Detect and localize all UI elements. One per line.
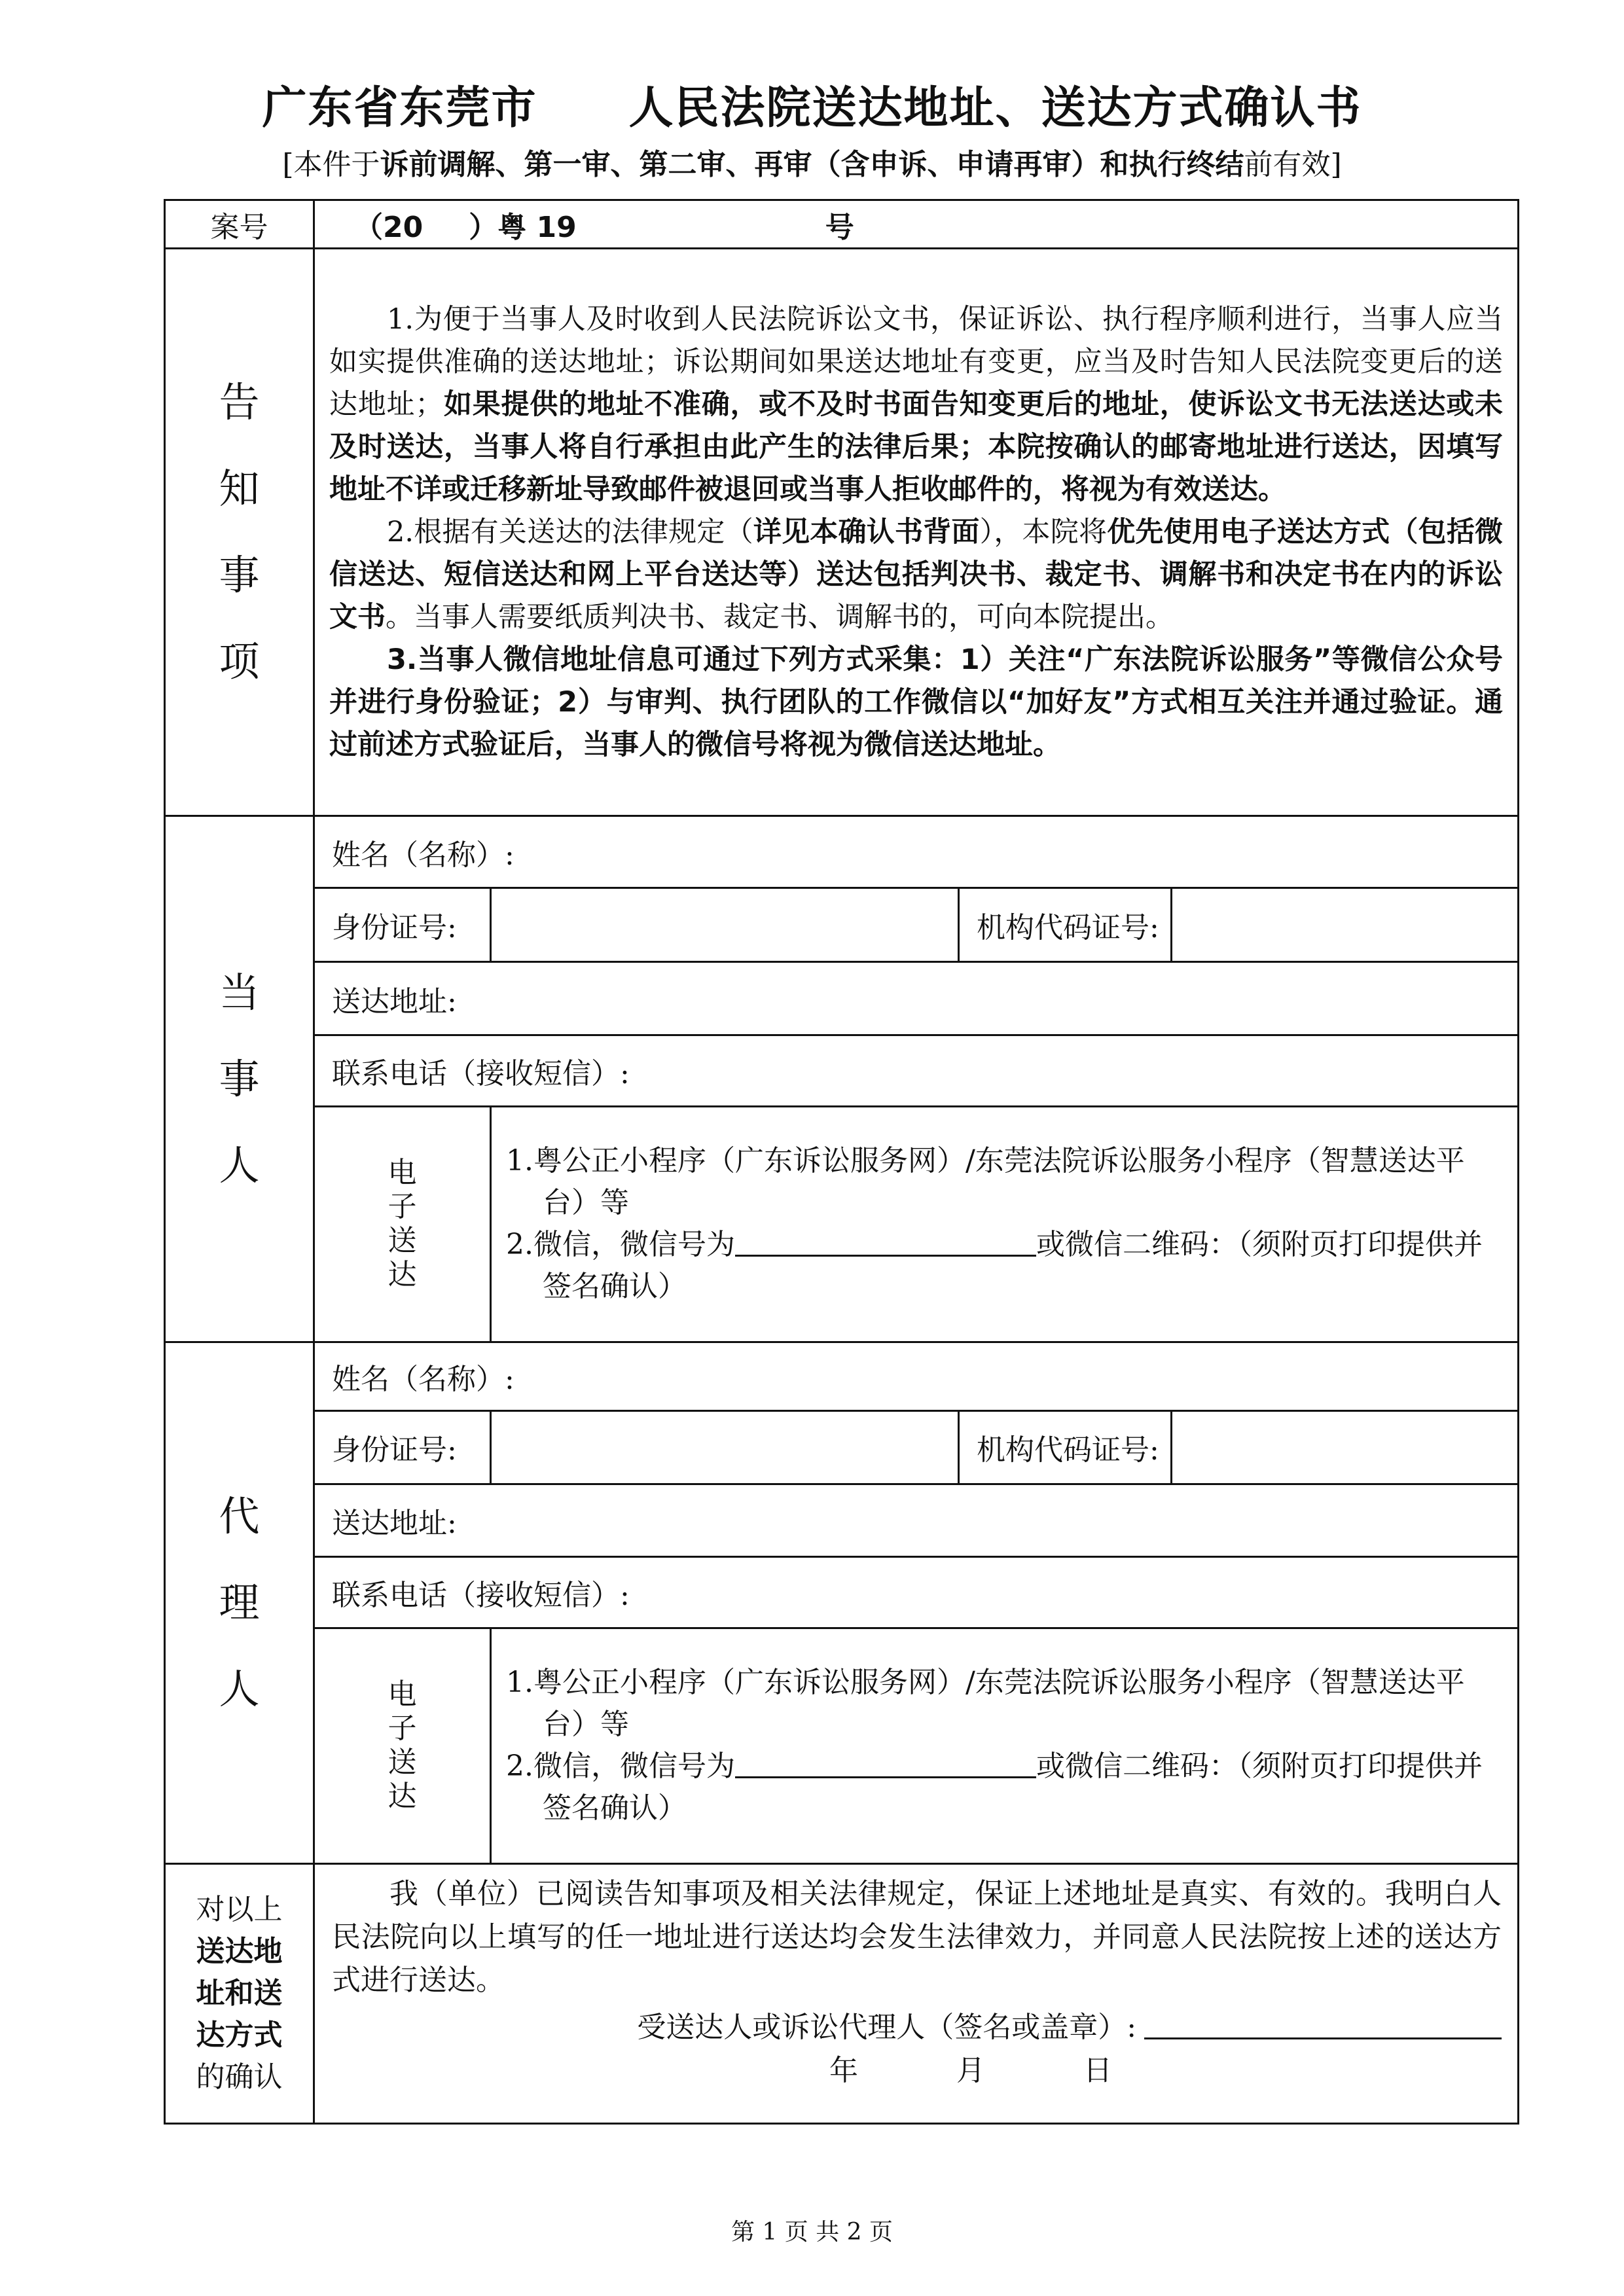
- date-month: 月: [956, 2053, 985, 2087]
- case-number-label: 案号: [165, 200, 314, 249]
- confirmation-statement: [314, 1863, 1519, 2123]
- party-phone-field[interactable]: 联系电话（接收短信）:: [314, 1035, 1519, 1107]
- notice-paragraph-3: 3.当事人微信地址信息可通过下列方式采集：1）关注“广东法院诉讼服务”等微信公众号并进行身份验证；2）与审判、执行团队的工作微信以“加好友”方式相互关注并通过验证。通过前述方式验证后，当事人的微信号将视为微信送达地址。: [329, 643, 1504, 761]
- party-id-input[interactable]: [491, 888, 959, 962]
- date-year: 年: [829, 2053, 858, 2087]
- notice-paragraph-1: 1.为便于当事人及时收到人民法院诉讼文书，保证诉讼、执行程序顺利进行，当事人应当如实提供准确的送达地址；诉讼期间如果送达地址有变更，应当及时告知人民法院变更后的送达地址；如果提供的地址不准确，或不及时书面告知变更后的地址，使诉讼文书无法送达或未及时送达，当事人将自行承担由此产生的法律后果；本院按确认的邮寄地址进行送达，因填写地址不详或迁移新址导致邮件被退回或当事人拒收邮件的，将视为有效送达。: [329, 302, 1504, 506]
- party-electronic-delivery-label: 电 子 送 达: [314, 1106, 491, 1342]
- confirmation-text: 我（单位）已阅读告知事项及相关法律规定，保证上述地址是真实、有效的。我明白人民法院向以上填写的任一地址进行送达均会发生法律效力，并同意人民法院按上述的送达方式进行送达。: [332, 1876, 1502, 1997]
- agent-wechat-id-blank[interactable]: [735, 1748, 1036, 1778]
- agent-electronic-delivery-options: [491, 1628, 1519, 1863]
- signature-line[interactable]: 受送达人或诉讼代理人（签名或盖章）:: [332, 2006, 1502, 2049]
- agent-name-field[interactable]: 姓名（名称）:: [314, 1342, 1519, 1411]
- party-esd-option-wechat[interactable]: 2.微信，微信号为 或微信二维码：（须附页打印提供并签名确认）: [506, 1224, 1504, 1308]
- confirmation-form-table: [164, 199, 1519, 2125]
- agent-address-field[interactable]: 送达地址:: [314, 1484, 1519, 1557]
- party-name-field[interactable]: 姓名（名称）:: [314, 816, 1519, 888]
- party-wechat-id-blank[interactable]: [735, 1226, 1036, 1257]
- notice-paragraph-2: 2.根据有关送达的法律规定（详见本确认书背面），本院将优先使用电子送达方式（包括微信送达、短信送达和网上平台送达等）送达包括判决书、裁定书、调解书和决定书在内的诉讼文书。当事人需要纸质判决书、裁定书、调解书的，可向本院提出。: [329, 515, 1504, 634]
- date-day: 日: [1083, 2053, 1112, 2087]
- party-electronic-delivery-options: [491, 1106, 1519, 1342]
- party-org-code-label: 机构代码证号:: [959, 888, 1172, 962]
- title-part-main: 人民法院送达地址、送达方式确认书: [628, 82, 1362, 134]
- agent-esd-option-mini-program[interactable]: 1.粤公正小程序（广东诉讼服务网）/东莞法院诉讼服务小程序（智慧送达平台）等: [506, 1666, 1465, 1742]
- notice-section-label: 告 知 事 项: [165, 249, 314, 816]
- party-section-label: 当 事 人: [165, 816, 314, 1342]
- agent-section-label: 代 理 人: [165, 1342, 314, 1864]
- agent-electronic-delivery-label: 电 子 送 达: [314, 1628, 491, 1863]
- agent-esd-option-wechat[interactable]: 2.微信，微信号为 或微信二维码：（须附页打印提供并签名确认）: [506, 1746, 1504, 1829]
- party-esd-option-mini-program[interactable]: 1.粤公正小程序（广东诉讼服务网）/东莞法院诉讼服务小程序（智慧送达平台）等: [506, 1144, 1465, 1220]
- agent-id-input[interactable]: [491, 1410, 959, 1484]
- signature-blank[interactable]: [1144, 2009, 1502, 2039]
- agent-org-code-input[interactable]: [1172, 1410, 1519, 1484]
- party-address-field[interactable]: 送达地址:: [314, 961, 1519, 1035]
- agent-org-code-label: 机构代码证号:: [959, 1410, 1172, 1484]
- party-org-code-input[interactable]: [1172, 888, 1519, 962]
- confirmation-section-label: 对以上 送达地 址和送 达方式 的确认: [165, 1863, 314, 2123]
- notice-text: [314, 249, 1519, 816]
- signature-date[interactable]: [332, 2049, 1502, 2092]
- agent-phone-field[interactable]: 联系电话（接收短信）:: [314, 1556, 1519, 1628]
- title-part-city: 广东省东莞市: [262, 82, 537, 134]
- document-subtitle: [本件于诉前调解、第一审、第二审、再审（含申诉、申请再审）和执行终结前有效]: [282, 148, 1342, 181]
- page-number-footer: 第 1 页 共 2 页: [731, 2219, 893, 2246]
- agent-id-label: 身份证号:: [314, 1410, 491, 1484]
- document-title: [0, 82, 1624, 135]
- party-id-label: 身份证号:: [314, 888, 491, 962]
- case-number-field[interactable]: （20 ）粤 19 号: [314, 200, 1519, 249]
